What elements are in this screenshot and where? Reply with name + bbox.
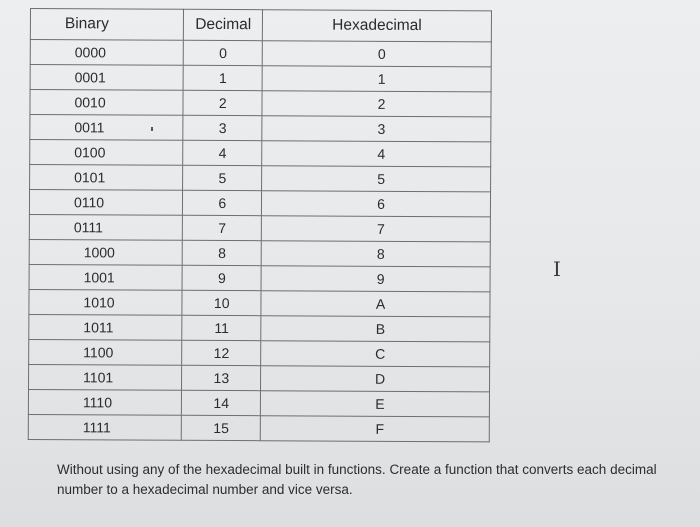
table-row: [29, 264, 490, 291]
table-row: [30, 40, 491, 67]
decimal-cell: 15: [182, 415, 261, 440]
table-row: [29, 239, 490, 266]
decimal-cell: 4: [183, 140, 262, 165]
hex-cell: 1: [262, 66, 491, 92]
table-row: [28, 414, 489, 441]
decimal-cell: 14: [182, 390, 261, 415]
header-binary: Binary: [30, 9, 184, 41]
hex-cell: 2: [262, 91, 491, 117]
hex-cell: 8: [261, 241, 490, 267]
table-row: [28, 389, 489, 416]
binary-cell: 0011: [30, 115, 184, 141]
table-row: [30, 140, 491, 167]
binary-cell: 0001: [30, 65, 184, 91]
decimal-cell: 10: [182, 290, 261, 315]
binary-cell: 0100: [30, 140, 184, 166]
decimal-cell: 7: [183, 215, 262, 240]
table-row: [29, 190, 490, 217]
decimal-cell: 1: [184, 65, 263, 90]
binary-cell: 1110: [28, 389, 182, 415]
binary-cell: 1011: [29, 314, 183, 340]
decimal-cell: 6: [183, 190, 262, 215]
hex-cell: 3: [262, 116, 491, 142]
hex-cell: 9: [261, 266, 490, 292]
hex-cell: B: [261, 316, 490, 342]
hex-cell: F: [260, 416, 489, 442]
table-row: [29, 289, 490, 316]
table-row: [30, 115, 491, 142]
hex-cell: 6: [262, 191, 491, 217]
binary-cell: 1010: [29, 289, 183, 315]
decimal-cell: 0: [184, 40, 263, 65]
binary-cell: 0000: [30, 40, 184, 66]
binary-cell: 1101: [29, 364, 183, 390]
decimal-cell: 12: [182, 340, 261, 365]
table-row: [29, 364, 490, 391]
decimal-cell: 9: [182, 265, 261, 290]
hex-cell: 4: [262, 141, 491, 167]
binary-cell: 0110: [29, 190, 183, 216]
hex-cell: 5: [262, 166, 491, 192]
instruction-text: Without using any of the hexadecimal built in functions. Create a function that converts each decimal number to a hexadecimal number and vice versa.: [57, 462, 657, 497]
decimal-cell: 2: [183, 90, 262, 115]
binary-cell: 0010: [30, 90, 184, 116]
decimal-cell: 13: [182, 365, 261, 390]
header-hexadecimal: Hexadecimal: [262, 10, 491, 42]
paper-speck: [151, 127, 153, 131]
binary-cell: 1001: [29, 264, 183, 290]
header-decimal: Decimal: [184, 9, 263, 40]
hex-cell: C: [261, 341, 490, 367]
table-row: [30, 165, 491, 192]
table-row: [29, 339, 490, 366]
decimal-cell: 5: [183, 165, 262, 190]
binary-cell: 0111: [29, 214, 183, 240]
table-header-row: [30, 9, 491, 42]
decimal-cell: 3: [183, 115, 262, 140]
binary-cell: 0101: [30, 165, 184, 191]
hex-cell: 0: [262, 41, 491, 67]
binary-cell: 1111: [28, 414, 182, 440]
decimal-cell: 11: [182, 315, 261, 340]
binary-cell: 1000: [29, 239, 183, 265]
table-row: [29, 314, 490, 341]
table-row: [29, 214, 490, 241]
hex-cell: E: [261, 391, 490, 417]
hex-cell: D: [261, 366, 490, 392]
binary-cell: 1100: [29, 339, 183, 365]
text-cursor-icon: I: [553, 257, 561, 281]
decimal-cell: 8: [183, 240, 262, 265]
table-row: [30, 65, 491, 92]
hex-cell: 7: [261, 216, 490, 242]
hex-cell: A: [261, 291, 490, 317]
table-row: [30, 90, 491, 117]
conversion-table: [28, 8, 492, 442]
